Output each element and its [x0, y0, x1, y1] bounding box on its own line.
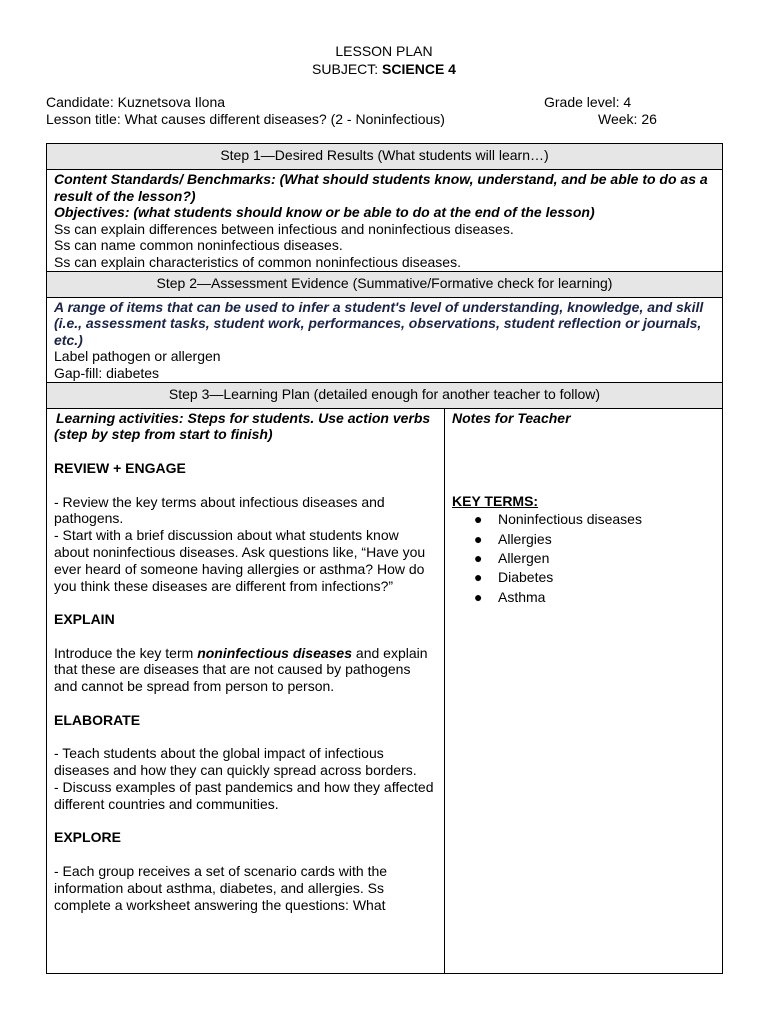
key-term-emphasis: noninfectious diseases: [197, 644, 353, 661]
subject-line: [0, 61, 768, 78]
list-item: [452, 588, 715, 607]
teacher-notes-column: [445, 409, 722, 973]
bullet-icon: ●: [474, 569, 483, 586]
objectives-heading: Objectives: (what students should know or be able to do at the end of the lesson): [54, 204, 595, 221]
explore-heading: EXPLORE: [54, 829, 121, 846]
bullet-icon: ●: [474, 511, 483, 528]
step2-content: [47, 298, 722, 383]
assessment-item: Label pathogen or allergen: [54, 348, 221, 365]
bullet-icon: ●: [474, 588, 483, 605]
objective-item: Ss can explain differences between infectious and noninfectious diseases.: [54, 220, 514, 237]
objective-item: Ss can name common noninfectious diseases.: [54, 237, 343, 254]
key-term: Allergen: [498, 549, 550, 566]
subject-label: SUBJECT:: [312, 61, 383, 77]
list-item: [452, 549, 715, 568]
content-standards: Content Standards/ Benchmarks: (What should students know, understand, and be able to do as a result of the lesson?): [54, 171, 708, 204]
elaborate-item: - Discuss examples of past pandemics and how they affected different countries and communities.: [54, 779, 434, 812]
week-number: Week: 26: [598, 111, 657, 127]
lesson-title: Lesson title: What causes different diseases? (2 - Noninfectious): [46, 111, 445, 127]
review-engage-heading: REVIEW + ENGAGE: [54, 459, 186, 476]
key-term: Allergies: [498, 530, 552, 547]
step3-content: [47, 409, 722, 973]
key-terms-list: [452, 510, 715, 607]
list-item: [452, 568, 715, 587]
key-terms-heading: KEY TERMS:: [452, 493, 539, 510]
explain-text: and explain that these are diseases that are not caused by pathogens and cannot be spread from person to person.: [54, 644, 428, 695]
objective-item: Ss can explain characteristics of common noninfectious diseases.: [54, 253, 461, 270]
explain-paragraph: [54, 645, 437, 695]
activities-heading: Learning activities: Steps for students. Use action verbs (step by step from start to finish): [54, 409, 431, 443]
bullet-icon: ●: [474, 549, 483, 566]
step3-heading: Step 3—Learning Plan (detailed enough for another teacher to follow): [47, 383, 722, 409]
bullet-icon: ●: [474, 530, 483, 547]
explain-text: Introduce the key term: [54, 644, 198, 661]
learning-activities-column: [47, 409, 445, 973]
explore-item: - Each group receives a set of scenario cards with the information about asthma, diabetes, and allergies. Ss complete a worksheet answering the questions: What: [54, 863, 388, 913]
explain-heading: EXPLAIN: [54, 611, 115, 628]
list-item: [452, 510, 715, 529]
list-item: [452, 530, 715, 549]
step1-content: [47, 170, 722, 272]
key-term: Asthma: [498, 588, 546, 605]
key-term: Diabetes: [498, 569, 554, 586]
document-title: LESSON PLAN: [335, 43, 433, 59]
elaborate-heading: ELABORATE: [54, 711, 141, 728]
lesson-plan-table: [46, 143, 723, 974]
discussion-item: - Start with a brief discussion about what students know about noninfectious diseases. Ask questions like, “Have you ever heard of someone having allergies or asthma? How do you think these diseases are different from infections?”: [54, 527, 426, 594]
notes-heading: Notes for Teacher: [452, 409, 571, 426]
candidate-name: Candidate: Kuznetsova Ilona: [46, 94, 226, 110]
grade-level: Grade level: 4: [544, 94, 632, 110]
elaborate-item: - Teach students about the global impact of infectious diseases and how they can quickly spread across borders.: [54, 745, 417, 779]
step2-heading: Step 2—Assessment Evidence (Summative/Formative check for learning): [47, 272, 722, 298]
review-item: - Review the key terms about infectious diseases and pathogens.: [54, 493, 385, 527]
assessment-item: Gap-fill: diabetes: [54, 364, 160, 381]
step1-heading: Step 1—Desired Results (What students will learn…): [47, 144, 722, 170]
key-term: Noninfectious diseases: [498, 511, 642, 528]
subject-value: SCIENCE 4: [382, 61, 456, 77]
assessment-description: A range of items that can be used to infer a student's level of understanding, knowledge, and skill (i.e., assessment tasks, student work, performances, observations, student reflection or journals, etc.): [54, 298, 704, 348]
